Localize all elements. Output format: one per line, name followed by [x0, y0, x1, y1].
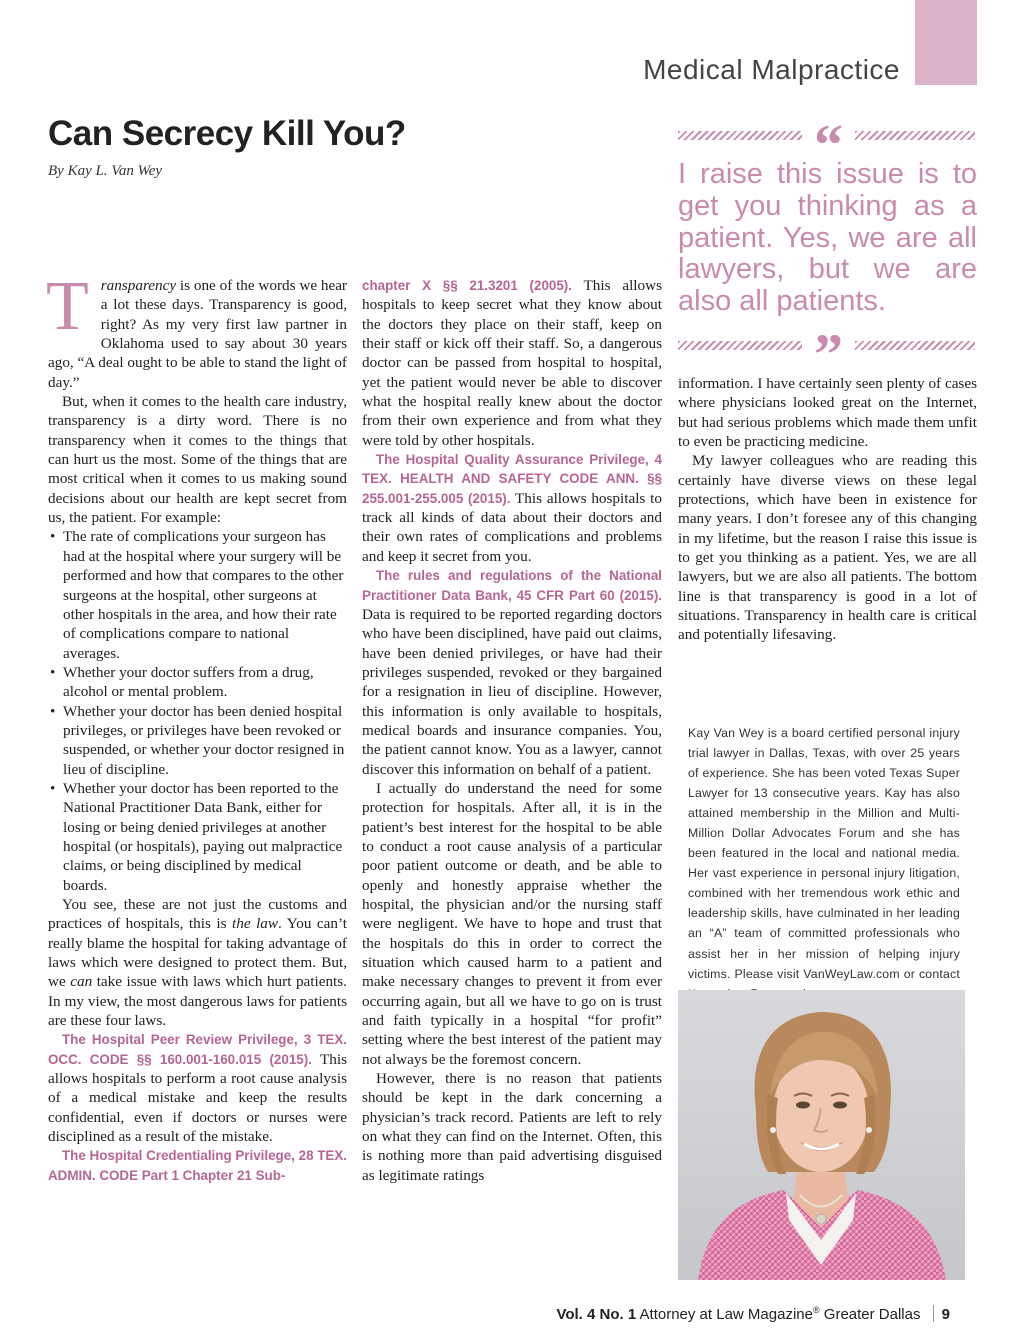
- bullet-list: [48, 527, 347, 895]
- law-paragraph: The Hospital Peer Review Privilege, 3 TEX. OCC. CODE §§ 160.001-160.015 (2015). This allows hospitals to perform a root cause analysis of a medical mistake and keep the results confidential, even if doctors or nurses were disciplined as a result of the mistake.: [48, 1032, 347, 1146]
- paragraph: However, there is no reason that patients should be kept in the dark concerning a physician’s track record. Patients are left to rely on what they can find on the Internet. Often, this is nothing more than paid advertising disguised as legitimate ratings: [362, 1070, 662, 1184]
- list-item: • Whether your doctor has been denied hospital privileges, or privileges have been revoked or suspended, or whether your doctor resigned in lieu of discipline.: [63, 702, 347, 779]
- law-title: The Hospital Quality Assurance Privilege, 4 TEX. HEALTH AND SAFETY CODE ANN. §§ 255.001-255.005 (2015).: [362, 452, 662, 506]
- law-title: chapter X §§ 21.3201 (2005).: [362, 278, 572, 293]
- footer-divider: [933, 1305, 934, 1322]
- paragraph: My lawyer colleagues who are reading this certainly have diverse views on these legal protections, which have been in existence for many years. I don’t foresee any of this changing in my lifetime, but the reason I raise this issue is to get you thinking as a patient. Yes, we are all lawyers, but we are also all patients. The bottom line is that transparency is good in a lot of situations. Transparency in health care is critical and potentially lifesaving.: [678, 452, 977, 644]
- law-paragraph: chapter X §§ 21.3201 (2005). This allows hospitals to keep secret what they know about the doctors they place on their staff, keep on their staff or kick off their staff. So, a dangerous doctor can be passed from hospital to hospital, yet the patient would never be able to discover what the hospital really knew about the doctor from their own experience and from what they were told by other hospitals.: [362, 277, 662, 449]
- law-paragraph: The Hospital Quality Assurance Privilege, 4 TEX. HEALTH AND SAFETY CODE ANN. §§ 255.001-255.005 (2015). This allows hospitals to track all kinds of data about their doctors and their own rates of complications and problems and keep it secret from you.: [362, 452, 662, 565]
- law-title: The Hospital Credentialing Privilege, 28 TEX. ADMIN. CODE Part 1 Chapter 21 Sub-: [48, 1148, 347, 1183]
- drop-cap: T: [46, 268, 89, 345]
- intro-paragraph: [46, 268, 347, 392]
- paragraph: But, when it comes to the health care industry, transparency is a dirty word. There is no transparency when it comes to the things that can hurt us the most. Some of the things that are most critical when it comes to us making sound decisions about our health are kept secret from us, the patient. For example:: [48, 393, 347, 527]
- article-title: Can Secrecy Kill You?: [48, 114, 406, 153]
- issue-number: Vol. 4 No. 1: [556, 1306, 637, 1323]
- section-tab: [915, 0, 977, 85]
- article-column-3: [678, 374, 977, 645]
- section-title: Medical Malpractice: [643, 54, 900, 85]
- author-bio: Kay Van Wey is a board certified personal injury trial lawyer in Dallas, Texas, with over 25 years of experience. She has been voted Texas Super Lawyer for 13 consecutive years. Kay has also attained membership in the Million and Multi-Million Dollar Advocates Forum and she has been featured in the local and national media. Her vast experience in personal injury litigation, combined with her tremendous work ethic and leadership skills, have culminated in her leading an “A” team of committed professionals who assist her in her mission of helping injury victims. Please visit VanWeyLaw.com or contact: [688, 726, 960, 981]
- quote-hatch-decoration: [855, 341, 975, 350]
- page-footer: [556, 1305, 950, 1323]
- paragraph: information. I have certainly seen plenty of cases where physicians looked great on the Internet, but had serious problems which made them unfit to even be practicing medicine.: [678, 375, 977, 451]
- quote-hatch-decoration: [855, 131, 975, 140]
- pull-quote: I raise this issue is to get you thinking as a patient. Yes, we are all lawyers, but we are also all patients.: [678, 158, 977, 318]
- list-item: • Whether your doctor suffers from a drug, alcohol or mental problem.: [63, 663, 347, 702]
- law-paragraph: The rules and regulations of the National Practitioner Data Bank, 45 CFR Part 60 (2015). Data is required to be reported regarding doctors who have been disciplined, have paid out claims, have been denied privileges, or have had their privileges suspended, revoked or they bargained for a resignation in lieu of discipline. However, this information is only available to hospitals, medical boards and insurance companies. You, the patient cannot know. You as a lawyer, cannot discover this information on behalf of a patient.: [362, 568, 662, 778]
- portrait-illustration: [678, 990, 965, 1280]
- page-number: 9: [941, 1306, 950, 1323]
- registered-mark: ®: [812, 1305, 820, 1315]
- magazine-name: Attorney at Law Magazine: [639, 1306, 813, 1323]
- quote-hatch-decoration: [678, 341, 802, 350]
- edition-name: Greater Dallas: [823, 1306, 921, 1323]
- intro-text: is one of the words we hear a lot these days. Transparency is good, right? As my very first law partner in Oklahoma used to say about 30 years ago, “A deal ought to be able to stand the light of day.”: [48, 277, 347, 391]
- paragraph: You see, these are not just the customs and practices of hospitals, this is the law. You can’t really blame the hospital for taking advantage of laws which were designed to protect them. But, we can take issue with laws which hurt patients. In my view, the most dangerous laws for patients are these four laws.: [48, 896, 348, 1030]
- open-quote-icon: “: [814, 112, 843, 177]
- byline: By Kay L. Van Wey: [48, 163, 163, 179]
- list-item: • Whether your doctor has been reported to the National Practitioner Data Bank, either for losing or being denied privileges at another hospital (or hospitals), paying out malpractice claims, or being disciplined by medical boards.: [63, 779, 347, 895]
- author-portrait: [678, 990, 965, 1280]
- intro-italic-word: ransparency: [100, 277, 177, 294]
- close-quote-icon: ”: [814, 322, 843, 387]
- article-column-1: [46, 268, 348, 1185]
- law-title: The Hospital Peer Review Privilege, 3 TEX. OCC. CODE §§ 160.001-160.015 (2015).: [48, 1032, 347, 1067]
- quote-hatch-decoration: [678, 131, 802, 140]
- law-title: The rules and regulations of the National Practitioner Data Bank, 45 CFR Part 60 (2015).: [362, 568, 662, 603]
- list-item: • The rate of complications your surgeon has had at the hospital where your surgery will be performed and how that compares to the other surgeons at the hospital, other surgeons at other hospitals in the area, and how their rate of complications compare to national averages.: [63, 527, 347, 662]
- paragraph: I actually do understand the need for some protection for hospitals. After all, it is in the patient’s best interest for the hospital to be able to conduct a root cause analysis of a particular poor patient outcome or death, and be able to openly and honestly appraise whether the hospital, the physician and/or the nursing staff were negligent. We have to hope and trust that the hospitals do this in order to correct the situation which caused harm to a patient and make necessary changes to prevent it from ever occurring again, but all we have to go on is trust and faith typically in a hospital “for profit” setting where the best interest of the patient may not always be the foremost concern.: [362, 779, 662, 1068]
- article-column-2: [362, 276, 662, 1185]
- law-paragraph: [48, 1146, 347, 1185]
